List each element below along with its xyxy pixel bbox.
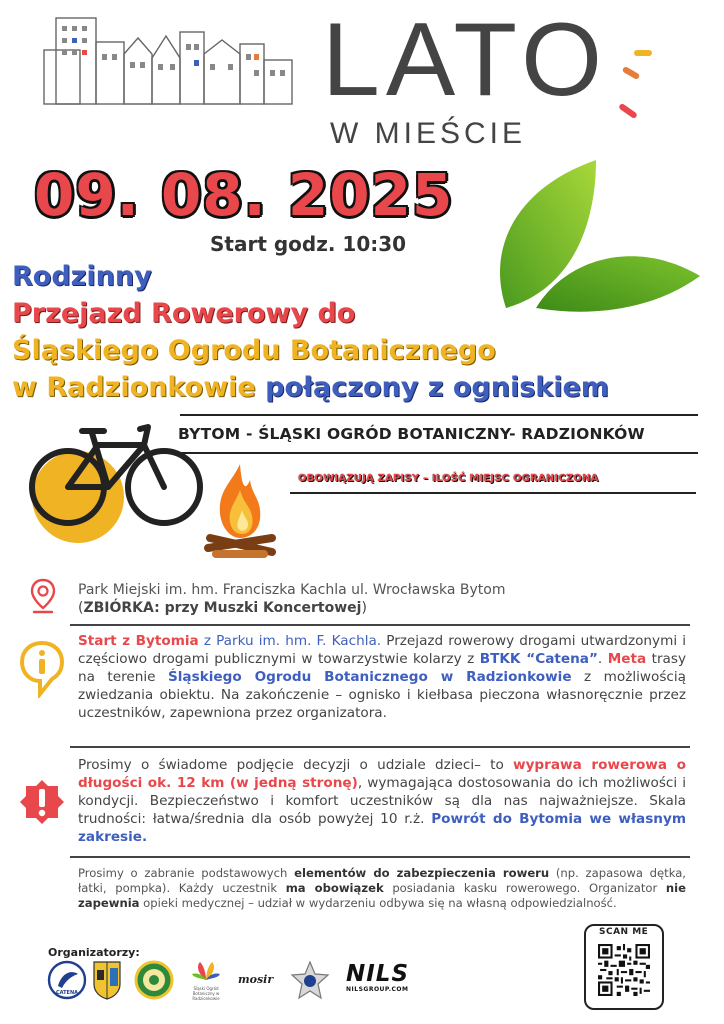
info-text-1: Przejazd rowerowy drogami utwardzonymi i częściowo drogami publicznymi w towarzystwie kolarzy z (78, 633, 686, 667)
police-star-logo (290, 960, 330, 1002)
organizers-label: Organizatorzy: (48, 946, 140, 959)
paren-close: ) (361, 600, 367, 616)
botanical-garden-logo-text: Śląski Ogród Botaniczny w Radzionkowie (192, 986, 220, 1001)
start-place: z Parku im. hm. F. Kachla. (198, 633, 382, 649)
note-text-2: (np. zapasowa dętka, łatki, pompka). Każdy uczestnik (78, 866, 686, 895)
section-divider-1 (70, 624, 690, 626)
meeting-point-bold: ZBIÓRKA: przy Muszki Koncertowej (83, 600, 362, 616)
catena-logo-text: CATENA (55, 990, 79, 996)
lato-title: LATO (322, 2, 609, 118)
note-bold-2: ma obowiązek (285, 881, 384, 895)
return-info: Powrót do Bytomia we własnym zakresie. (78, 811, 686, 845)
note-text-3: posiadania kasku rowerowego. Organizator (383, 881, 666, 895)
route-label: BYTOM - ŚLĄSKI OGRÓD BOTANICZNY- RADZIONKÓW (178, 425, 645, 443)
nils-logo-url: NILSGROUP.COM (346, 986, 409, 993)
section-divider-3 (70, 856, 690, 858)
paren-open: ( (78, 600, 84, 616)
title-line-4-a: w Radzionkowie (12, 372, 256, 403)
event-date: 09. 08. 2025 (34, 161, 454, 229)
route-bottom-divider (180, 452, 698, 454)
qr-code-icon[interactable] (598, 944, 650, 996)
location-meeting-point (78, 600, 367, 616)
route-top-divider (180, 414, 698, 416)
sun-rays-decoration-icon (600, 40, 670, 150)
info-text-3: trasy na terenie (78, 651, 686, 685)
info-icon (18, 640, 66, 698)
warning-text-2: , wymagająca dostosowania do ich możliwości i kondycji. Bezpieczeństwo i komfort uczestników są dla nas najważniejsze. Skala trudności: łatwa/średnia dla osób powyżej 10 r.ż. (78, 775, 686, 827)
location-address: Park Miejski im. hm. Franciszka Kachla ul. Wrocławska Bytom (78, 582, 506, 598)
title-line-4 (12, 369, 712, 406)
equipment-note (78, 866, 686, 911)
catena-logo (46, 960, 88, 1000)
mosir-logo: mosir (238, 973, 274, 986)
botanical-garden-logo (186, 960, 226, 1000)
title-line-3: Śląskiego Ogrodu Botanicznego (12, 335, 496, 366)
signup-notice: OBOWIĄZUJĄ ZAPISY – ILOŚĆ MIEJSC OGRANICZONA (298, 473, 599, 484)
signup-divider (290, 492, 696, 494)
warning-icon (18, 778, 66, 826)
campfire-icon (202, 460, 278, 560)
info-text-2: . (597, 651, 608, 667)
note-text-1: Prosimy o zabranie podstawowych (78, 866, 295, 880)
nils-logo (346, 962, 426, 993)
city-skyline-illustration (42, 14, 294, 106)
nils-logo-text: NILS (346, 961, 410, 987)
warning-paragraph (78, 756, 686, 846)
title-line-4-b: połączony z ogniskiem (265, 372, 609, 403)
flower-icon (186, 960, 226, 982)
info-paragraph (78, 632, 686, 722)
info-text-4: z możliwością zwiedzania obiektu. Na zakończenie – ognisko i kiełbasa pieczona własnoręcznie przez uczestników, zapewniona przez organizatora. (78, 669, 686, 721)
section-divider-2 (70, 746, 690, 748)
club-badge-logo (134, 960, 174, 1000)
title-line-1: Rodzinny (12, 261, 152, 292)
scan-me-label: SCAN ME (596, 927, 651, 937)
bytom-coat-of-arms-logo (92, 960, 122, 1000)
w-miescie-subtitle: W MIEŚCIE (330, 117, 527, 150)
location-pin-icon (30, 578, 56, 616)
note-bold-3: nie zapewnia (78, 881, 687, 910)
club-name: BTKK “Catena” (479, 651, 598, 667)
warning-text-1: Prosimy o świadome podjęcie decyzji o udziale dzieci– to (78, 757, 514, 773)
title-line-2: Przejazd Rowerowy do (12, 298, 356, 329)
event-title (12, 258, 712, 406)
note-text-4: opieki medycznej – udział w wydarzeniu odbywa się na własną odpowiedzialność. (139, 896, 617, 910)
bicycle-illustration (18, 415, 208, 545)
finish-label: Meta (607, 651, 647, 667)
start-label: Start z Bytomia (78, 633, 199, 649)
start-time: Start godz. 10:30 (210, 232, 407, 256)
garden-name: Śląskiego Ogrodu Botanicznego w Radzionkowie (167, 669, 572, 685)
trip-length: wyprawa rowerowa o długości ok. 12 km (w jedną stronę) (78, 757, 686, 791)
note-bold-1: elementów do zabezpieczenia roweru (294, 866, 550, 880)
